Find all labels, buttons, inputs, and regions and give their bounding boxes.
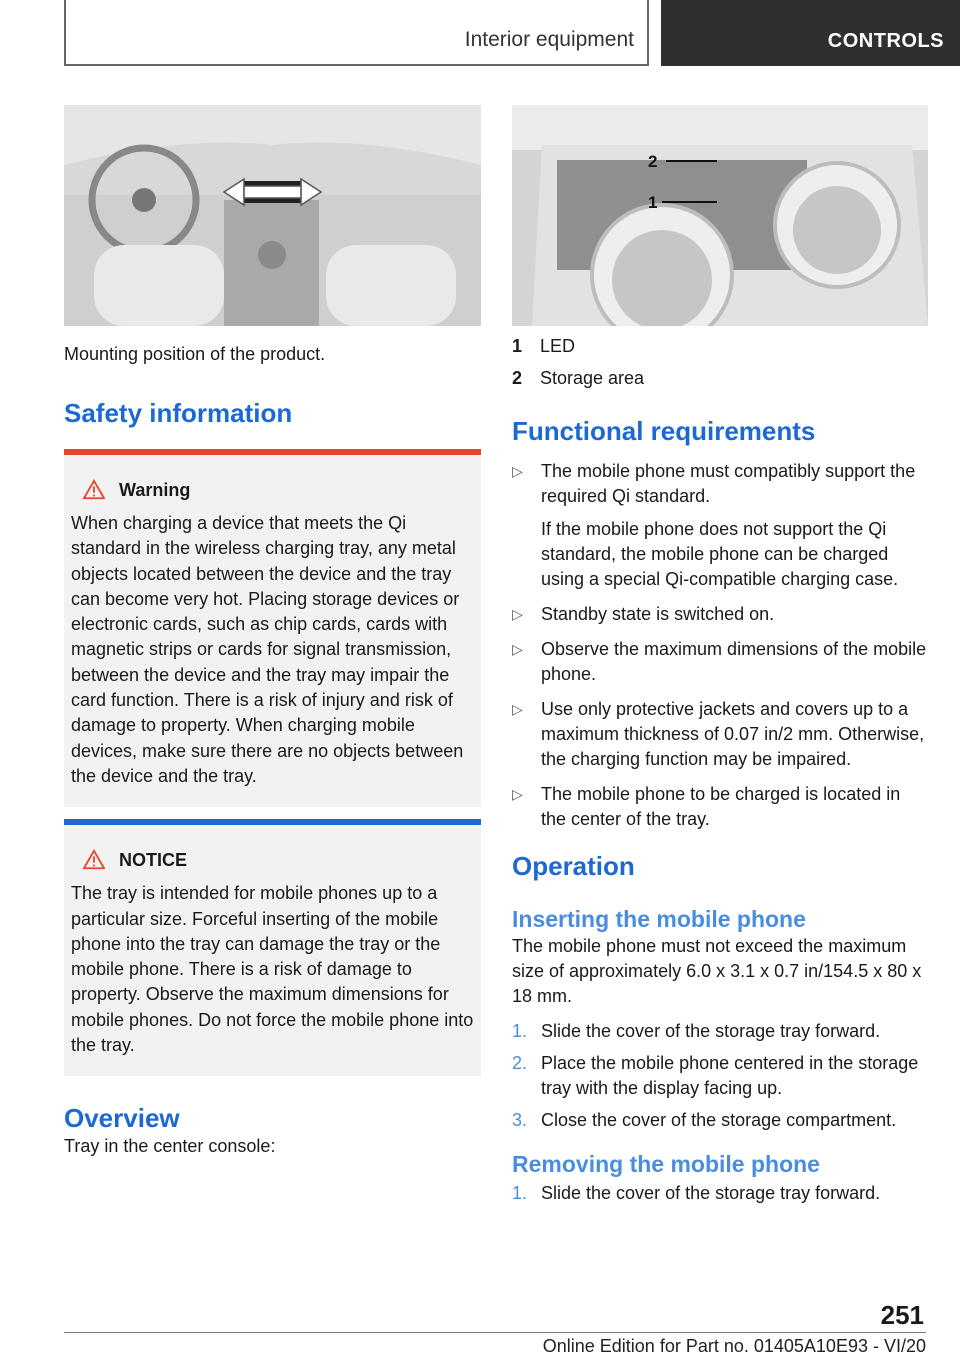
dashboard-photo [64, 105, 481, 326]
notice-title [71, 849, 474, 871]
step-text: Slide the cover of the storage tray forward. [541, 1183, 881, 1203]
tray-photo [512, 105, 928, 326]
warning-triangle-icon [83, 479, 105, 501]
list-item [512, 1181, 928, 1206]
step-text: Place the mobile phone centered in the storage tray with the display facing up. [541, 1053, 919, 1098]
step-number: 3. [512, 1110, 528, 1130]
requirement-text: The mobile phone must compatibly support the required Qi standard. [541, 461, 916, 506]
step-number: 1. [512, 1183, 528, 1203]
requirements-list [512, 459, 928, 832]
overview-text: Tray in the center console: [64, 1136, 276, 1157]
requirement-text: Standby state is switched on. [541, 604, 775, 624]
warning-title-text: Warning [119, 479, 191, 500]
image-caption: Mounting position of the product. [64, 344, 326, 364]
requirement-extra-text: If the mobile phone does not support the Qi standard, the mobile phone can be charged using a special Qi-compatible charging case. [541, 519, 899, 589]
requirement-text: Observe the maximum dimensions of the mobile phone. [541, 639, 927, 684]
legend-number: 1 [512, 336, 523, 356]
bullet-arrow-icon: ▷ [512, 786, 523, 802]
step-text: Slide the cover of the storage tray forward. [541, 1021, 881, 1041]
notice-title-text: NOTICE [119, 849, 188, 870]
overview-heading: Overview [64, 1103, 180, 1134]
callout-label-2: 2 [648, 152, 658, 171]
requirement-text: Use only protective jackets and covers up to a maximum thickness of 0.07 in/2 mm. Otherwise, the charging function may be impaired. [541, 699, 925, 769]
dashboard-illustration [64, 105, 481, 326]
notice-triangle-icon [83, 849, 105, 871]
page-number: 251 [880, 1300, 924, 1330]
legend-label: LED [540, 336, 576, 356]
list-item [512, 637, 928, 687]
removing-heading: Removing the mobile phone [512, 1151, 820, 1177]
list-item [512, 782, 928, 832]
bullet-arrow-icon: ▷ [512, 641, 523, 657]
safety-heading: Safety information [64, 398, 293, 428]
list-item [512, 1051, 928, 1101]
warning-title [71, 479, 474, 501]
footer-divider [64, 1332, 926, 1333]
legend-number: 2 [512, 368, 523, 388]
requirement-text: The mobile phone to be charged is located in the center of the tray. [541, 784, 901, 829]
inserting-steps [512, 1019, 928, 1133]
list-item [512, 459, 928, 592]
list-item [512, 1019, 928, 1044]
notice-box [64, 819, 481, 1076]
warning-box [64, 449, 481, 807]
bullet-arrow-icon: ▷ [512, 606, 523, 622]
step-number: 1. [512, 1021, 528, 1041]
bullet-arrow-icon: ▷ [512, 701, 523, 717]
header-section-title: Interior equipment [464, 28, 634, 51]
right-column [512, 105, 928, 1213]
notice-text: The tray is intended for mobile phones up to a particular size. Forceful inserting of the mobile phone into the tray can damage the tray or the mobile phone. There is a risk of damage to property. Observe the maximum dimensions for mobile phones. Do not force the mobile phone into the tray. [71, 883, 474, 1056]
list-item [512, 697, 928, 772]
callout-label-1: 1 [648, 193, 658, 212]
list-item [512, 602, 928, 627]
removing-steps [512, 1181, 928, 1206]
left-column [64, 105, 481, 1159]
header-chapter-title: CONTROLS [827, 30, 944, 52]
functional-requirements-heading: Functional requirements [512, 416, 816, 446]
inserting-text: The mobile phone must not exceed the maximum size of approximately 6.0 x 3.1 x 0.7 in/154.5 x 80 x 18 mm. [512, 936, 922, 1006]
legend-item [512, 334, 928, 358]
list-item [512, 1108, 928, 1133]
bullet-arrow-icon: ▷ [512, 463, 523, 479]
step-number: 2. [512, 1053, 528, 1073]
legend-item [512, 366, 928, 390]
operation-heading: Operation [512, 851, 635, 881]
warning-text: When charging a device that meets the Qi standard in the wireless charging tray, any metal objects located between the device and the tray can become very hot. Placing storage devices or electronic cards, such as chip cards, cards with magnetic strips or cards for signal transmission, between the device and the tray may impair the card function. There is a risk of injury and risk of damage to property. When charging mobile devices, make sure there are no objects between the device and the tray. [71, 513, 464, 786]
inserting-heading: Inserting the mobile phone [512, 906, 806, 932]
footer-edition: Online Edition for Part no. 01405A10E93 - VI/20 [542, 1336, 926, 1356]
step-text: Close the cover of the storage compartment. [541, 1110, 897, 1130]
legend-label: Storage area [540, 368, 645, 388]
image-legend [512, 334, 928, 390]
tray-illustration [512, 105, 928, 326]
